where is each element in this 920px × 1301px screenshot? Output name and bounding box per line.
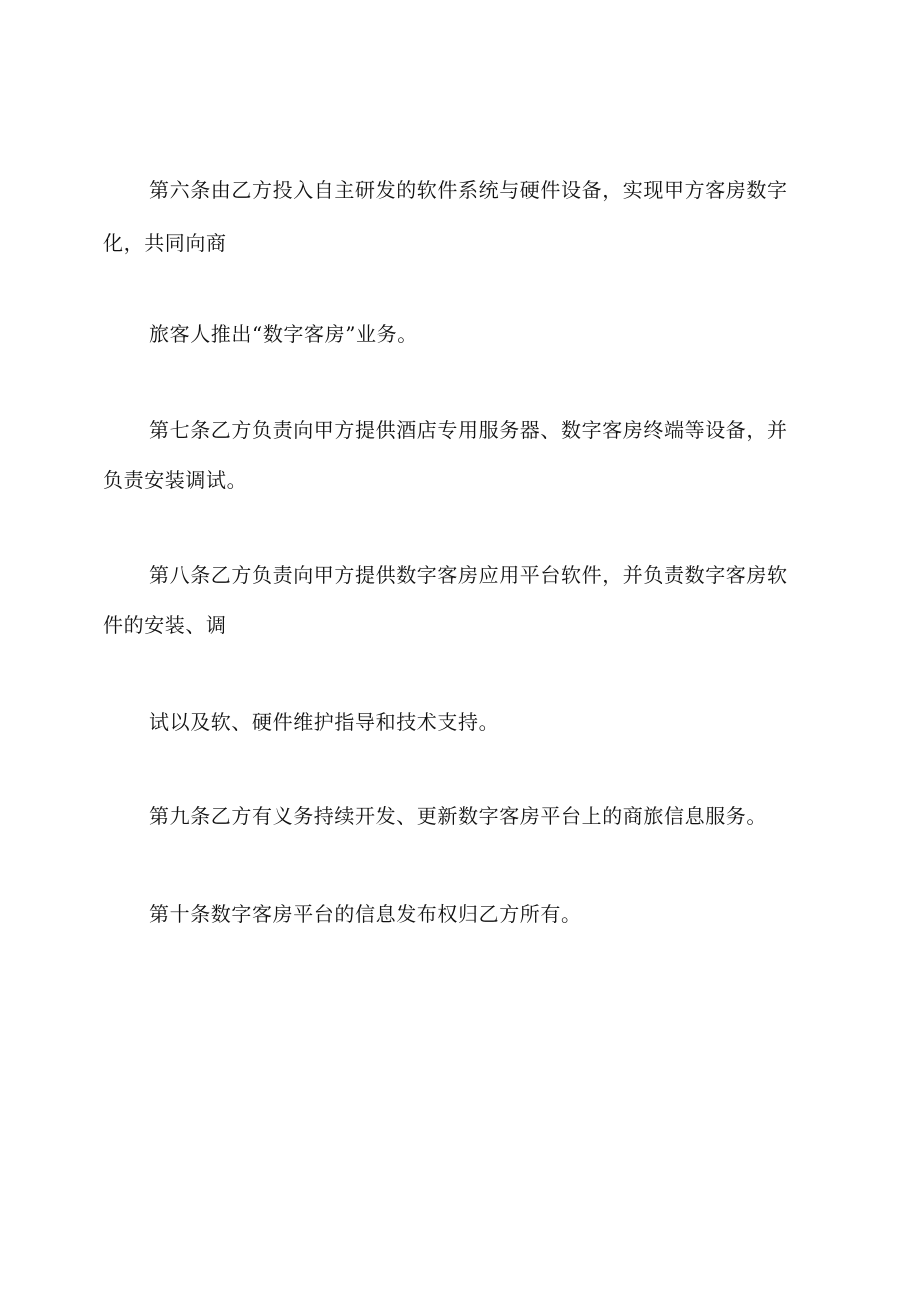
article-8-line-2: 件的安装、调 xyxy=(103,613,227,637)
article-6-line-1: 第六条由乙方投入自主研发的软件系统与硬件设备，实现甲方客房数字 xyxy=(149,178,788,202)
article-10-line-1: 第十条数字客房平台的信息发布权归乙方所有。 xyxy=(149,902,582,926)
article-6-line-3: 旅客人推出“数字客房”业务。 xyxy=(149,322,418,346)
article-6-line-2: 化，共同向商 xyxy=(103,231,227,255)
article-9-line-1: 第九条乙方有义务持续开发、更新数字客房平台上的商旅信息服务。 xyxy=(149,804,767,828)
article-8-line-1: 第八条乙方负责向甲方提供数字客房应用平台软件，并负责数字客房软 xyxy=(149,563,788,587)
article-8-line-3: 试以及软、硬件维护指导和技术支持。 xyxy=(149,710,500,734)
article-7-line-1: 第七条乙方负责向甲方提供酒店专用服务器、数字客房终端等设备，并 xyxy=(149,418,788,442)
article-7-line-2: 负责安装调试。 xyxy=(103,468,248,492)
